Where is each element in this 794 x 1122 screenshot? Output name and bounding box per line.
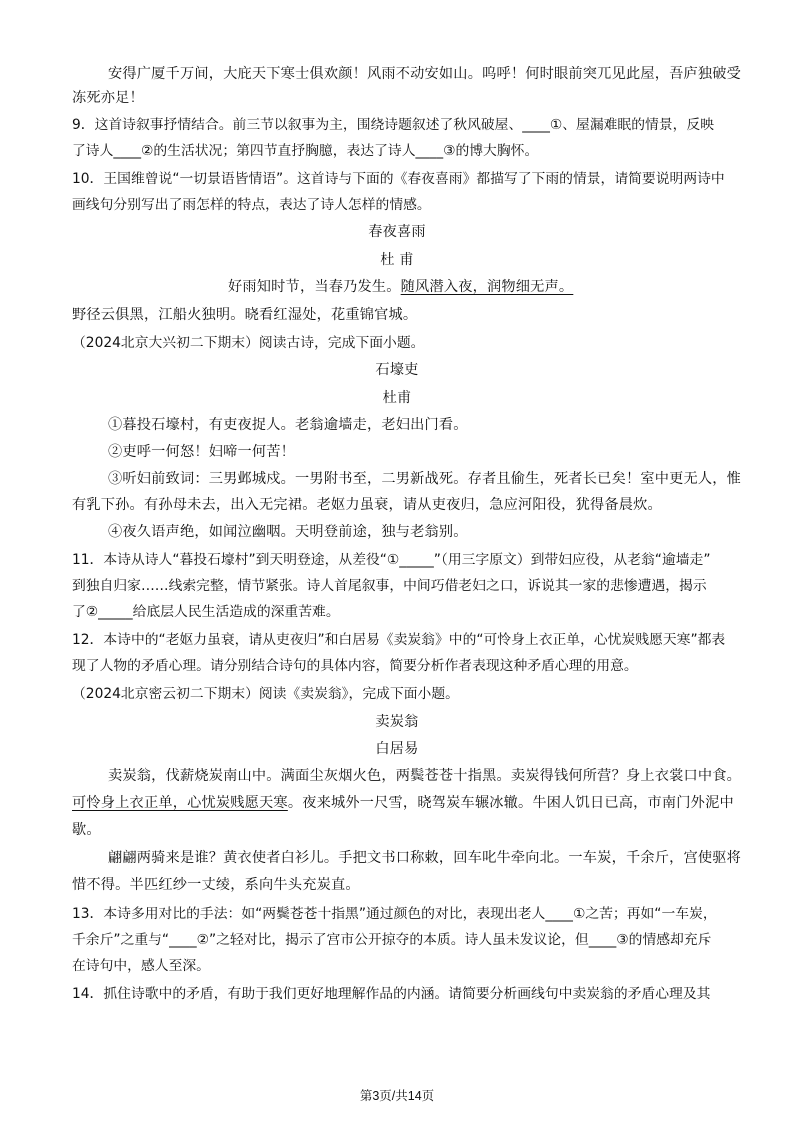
source-note: （2024北京密云初二下期末）阅读《卖炭翁》，完成下面小题。 [72, 686, 459, 702]
question-14: 14．抓住诗歌中的矛盾，有助于我们更好地理解作品的内涵。请简要分析画线句中卖炭翁的矛盾心理及其 [72, 986, 711, 1002]
question-12: 12．本诗中的“老妪力虽衰，请从吏夜归”和白居易《卖炭翁》中的“可怜身上衣正单，心忧炭贱愿天寒”都表 [72, 632, 726, 648]
poem-stanza-2: ②吏呼一何怒！妇啼一何苦！ [108, 444, 296, 460]
poem-line: 安得广厦千万间，大庇天下寒士俱欢颜！风雨不动安如山。呜呼！何时眼前突兀见此屋，吾庐独破受 [108, 66, 742, 82]
poem-paragraph-2-cont: 惜不得。半匹红纱一丈绫，系向牛头充炭直。 [72, 877, 360, 893]
source-note: （2024北京大兴初二下期末）阅读古诗，完成下面小题。 [72, 335, 425, 351]
question-11-cont: 到独自归家……线索完整，情节紧张。诗人首尾叙事，中间巧借老妇之口，诉说其一家的悲惨遭遇，揭示 [72, 578, 707, 594]
poem-paragraph-1: 卖炭翁，伐薪烧炭南山中。满面尘灰烟火色，两鬓苍苍十指黑。卖炭得钱何所营？身上衣裳口中食。 [108, 768, 742, 784]
underlined-poem-line: 可怜身上衣正单，心忧炭贱愿天寒 [72, 795, 288, 811]
poem-paragraph-1-cont [72, 793, 734, 813]
question-9: 9．这首诗叙事抒情结合。前三节以叙事为主，围绕诗题叙述了秋风破屋、____①、屋漏难眠的情景，反映 [72, 117, 715, 133]
question-11: 11．本诗从诗人“暮投石壕村”到天明登途，从差役“①_____”（用三字原文）到带妇应役，从老翁“逾墙走” [72, 552, 711, 568]
poem-line: 冻死亦足！ [72, 90, 144, 106]
poem-stanza-3-cont: 有乳下孙。有孙母未去，出入无完裙。老妪力虽衰，请从吏夜归，急应河阳役，犹得备晨炊。 [72, 497, 662, 513]
question-10-cont: 画线句分别写出了雨怎样的特点，表达了诗人怎样的情感。 [72, 197, 431, 213]
question-9-cont: 了诗人____②的生活状况；第四节直抒胸臆，表达了诗人____③的博大胸怀。 [72, 143, 539, 159]
poem-stanza-1: ①暮投石壕村，有吏夜捉人。老翁逾墙走，老妇出门看。 [108, 417, 468, 433]
poem-author: 白居易 [375, 741, 419, 757]
poem-title: 春夜喜雨 [368, 224, 426, 240]
poem-line [228, 277, 573, 297]
poem-author: 杜 甫 [380, 252, 414, 268]
underlined-poem-line: 随风潜入夜，润物细无声。 [400, 279, 574, 295]
question-12-cont: 现了人物的矛盾心理。请分别结合诗句的具体内容，简要分析作者表现这种矛盾心理的用意。 [72, 658, 638, 674]
poem-stanza-4: ④夜久语声绝，如闻泣幽咽。天明登前途，独与老翁别。 [108, 524, 468, 540]
poem-stanza-3: ③听妇前致词：三男邺城戍。一男附书至，二男新战死。存者且偷生，死者长已矣！室中更无人，惟 [108, 471, 742, 487]
question-13-cont: 千余斤”之重与“____②”之轻对比，揭示了宫市公开掠夺的本质。诗人虽未发议论，但____③的情感却充斥 [72, 932, 712, 948]
poem-title: 石壕吏 [375, 362, 419, 378]
question-11-cont: 了②_____给底层人民生活造成的深重苦难。 [72, 604, 340, 620]
question-10: 10．王国维曾说“一切景语皆情语”。这首诗与下面的《春夜喜雨》都描写了下雨的情景，请简要说明两诗中 [72, 171, 725, 187]
page-number: 第3页/共14页 [359, 1089, 435, 1103]
poem-author: 杜甫 [382, 390, 412, 406]
question-13: 13．本诗多用对比的手法：如“两鬓苍苍十指黑”通过颜色的对比，表现出老人____①之苦；再如“一车炭， [72, 906, 717, 922]
poem-line-plain: 好雨知时节，当春乃发生。 [228, 279, 401, 295]
poem-line-plain: 。夜来城外一尺雪，晓驾炭车辗冰辙。牛困人饥日已高，市南门外泥中 [287, 795, 734, 811]
poem-paragraph-1-cont: 歇。 [72, 822, 101, 838]
poem-line: 野径云俱黑，江船火独明。晓看红湿处，花重锦官城。 [72, 307, 418, 323]
poem-title: 卖炭翁 [375, 714, 419, 730]
question-13-cont: 在诗句中，感人至深。 [72, 958, 210, 974]
poem-paragraph-2: 翩翩两骑来是谁？黄衣使者白衫儿。手把文书口称敕，回车叱牛牵向北。一车炭，千余斤，宫使驱将 [108, 850, 742, 866]
